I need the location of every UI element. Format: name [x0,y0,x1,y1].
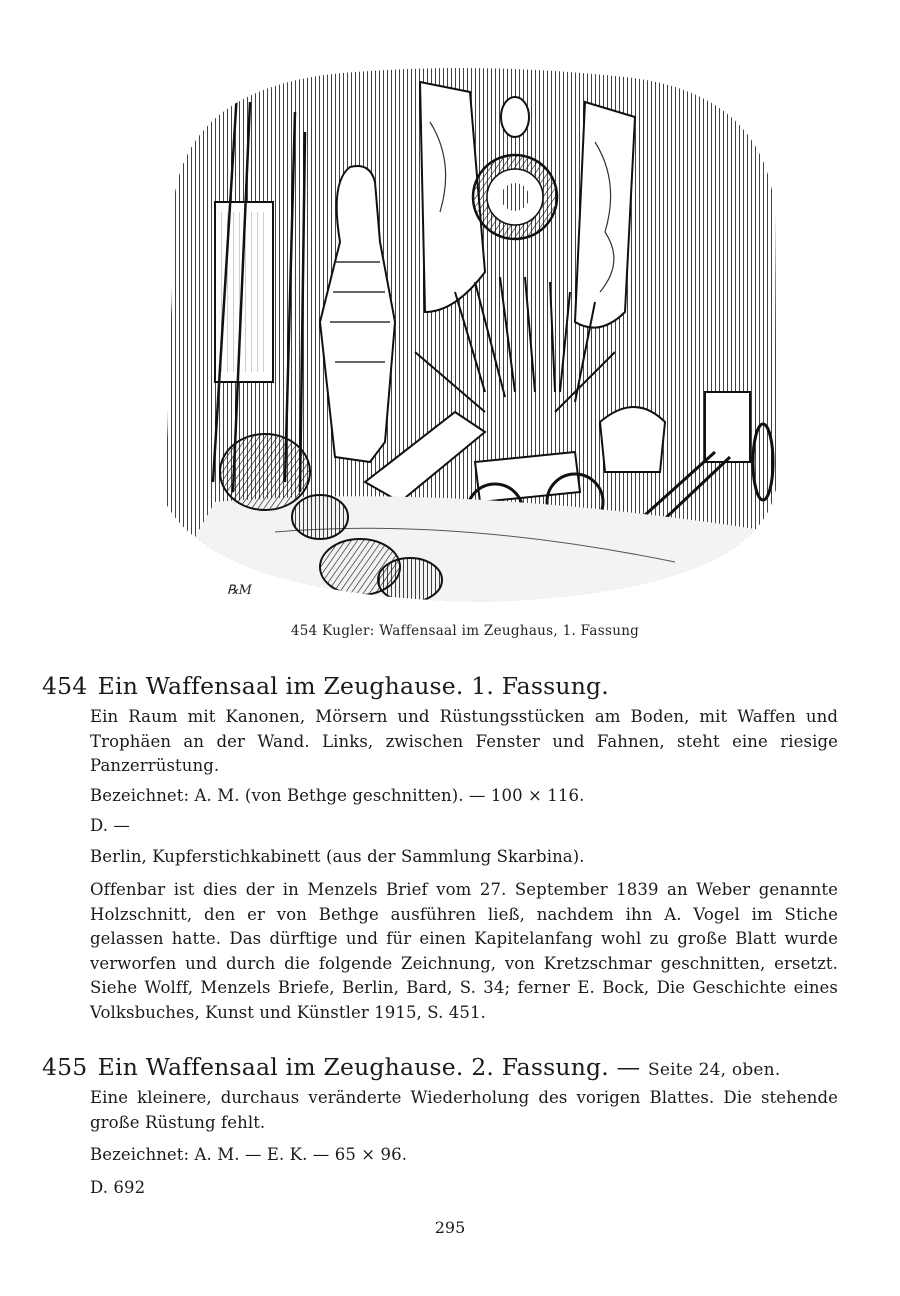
entry-454-location: Berlin, Kupferstichkabinett (aus der Sammlung Skarbina). [90,847,585,866]
figure-caption: 454 Kugler: Waffensaal im Zeughaus, 1. Fassung [290,623,640,639]
signature-mark: ℞M [227,583,252,598]
entry-454-signed: Bezeichnet: A. M. (von Bethge geschnitten). — 100 × 116. [90,786,585,805]
entry-454-description: Ein Raum mit Kanonen, Mörsern und Rüstungsstücken am Boden, mit Waffen und Trophäen an der Wand. Links, zwischen Fenster und Fahnen, steht eine riesige Panzerrüstung. [90,707,838,775]
entry-455-page-ref: Seite 24, oben. [648,1060,781,1080]
entry-455-heading [42,1053,780,1081]
entry-455-d-number: D. 692 [90,1178,146,1197]
entry-455-title: Ein Waffensaal im Zeughause. 2. Fassung. — [97,1053,641,1081]
entry-455-signed: Bezeichnet: A. M. — E. K. — 65 × 96. [90,1145,408,1164]
page-number: 295 [434,1218,466,1237]
entry-455-description: Eine kleinere, durchaus veränderte Wiederholung des vorigen Blattes. Die stehende große Rüstung fehlt. [90,1088,838,1132]
entry-454-d-number: D. — [90,816,131,835]
entry-454-title: Ein Waffensaal im Zeughause. 1. Fassung. [97,672,609,700]
entry-454-note: Offenbar ist dies der in Menzels Brief vom 27. September 1839 an Weber genannte Holzschnitt, den er von Bethge ausführen ließ, nachdem ihn A. Vogel im Stiche gelassen hatte. Das dürftige und für einen Kapitelanfang wohl zu große Blatt wurde verworfen und durch die folgende Zeichnung, von Kretzschmar geschnitten, ersetzt. Siehe Wolff, Menzels Briefe, Berlin, Bard, S. 34; ferner E. Bock, Die Geschichte eines Volksbuches, Kunst und Künstler 1915, S. 451. [90,880,838,1022]
entry-455-number: 455 [42,1053,88,1081]
entry-454-number: 454 [42,672,88,700]
armory-engraving [155,62,780,607]
entry-454-heading [42,672,609,700]
woodcut-illustration [155,62,780,607]
